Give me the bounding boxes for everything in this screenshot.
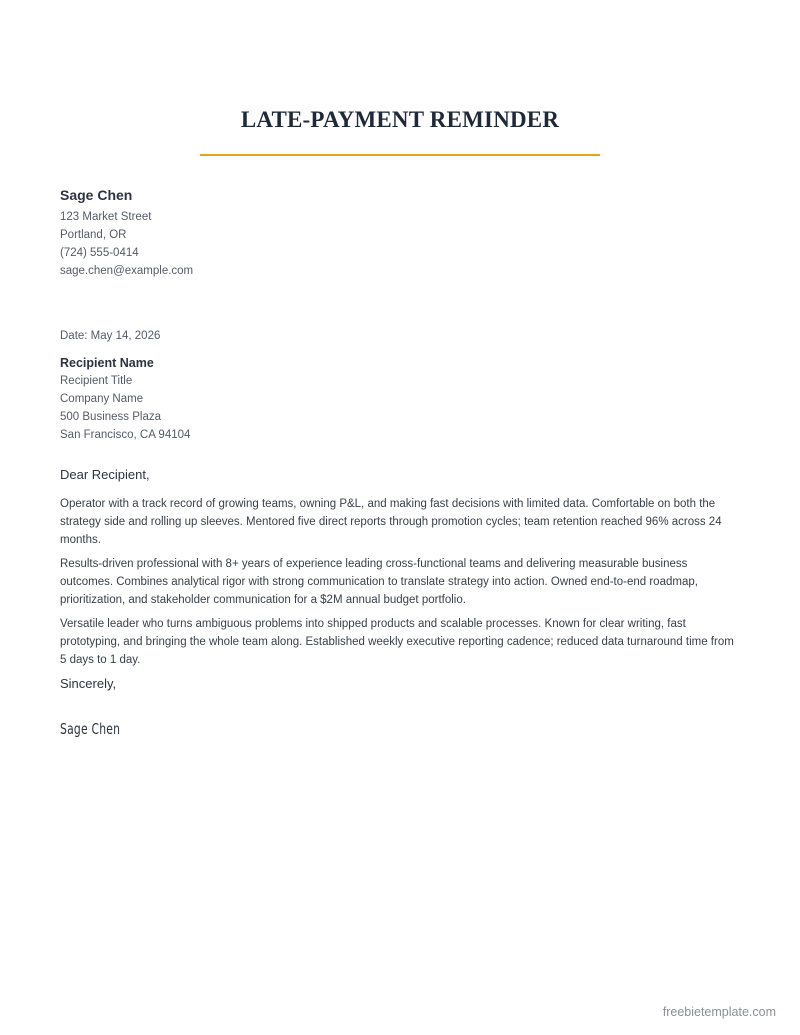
footer-credit[interactable]: freebietemplate.com: [662, 1005, 776, 1019]
recipient-title: Recipient Title: [60, 375, 133, 387]
title-divider: [200, 154, 600, 156]
recipient-address: 500 Business Plaza: [60, 411, 162, 423]
document-title: LATE-PAYMENT REMINDER: [240, 107, 560, 132]
body-paragraph: Results-driven professional with 8+ years of experience leading cross-functional teams and delivering measurable business outcomes. Combines analytical rigor with strong communication to translate strategy into action. Owned end-to-end roadmap, prioritization, and stakeholder communication for a $2M annual budget portfolio.: [60, 558, 698, 606]
sender-phone: (724) 555-0414: [60, 247, 139, 259]
letter-body: [60, 495, 740, 675]
recipient-company: Company Name: [60, 393, 144, 405]
recipient-block: [60, 354, 190, 444]
sender-block: [60, 186, 193, 280]
closing: Sincerely,: [60, 676, 117, 691]
recipient-city: San Francisco, CA 94104: [60, 429, 191, 441]
body-paragraph: Versatile leader who turns ambiguous problems into shipped products and scalable processes. Known for clear writing, fast prototyping, and bringing the whole team along. Established weekly executive reporting cadence; reduced data turnaround time from 5 days to 1 day.: [60, 618, 734, 666]
sender-name: Sage Chen: [60, 187, 133, 203]
sender-city: Portland, OR: [60, 229, 127, 241]
signature: Sage Chen: [60, 720, 121, 738]
sender-address: 123 Market Street: [60, 211, 152, 223]
recipient-name: Recipient Name: [60, 356, 154, 370]
body-paragraph: Operator with a track record of growing teams, owning P&L, and making fast decisions with limited data. Comfortable on both the strategy side and rolling up sleeves. Mentored five direct reports through promotion cycles; team retention reached 96% across 24 months.: [60, 498, 722, 546]
salutation: Dear Recipient,: [60, 467, 150, 482]
sender-email: sage.chen@example.com: [60, 265, 194, 277]
letter-date: Date: May 14, 2026: [60, 330, 161, 342]
